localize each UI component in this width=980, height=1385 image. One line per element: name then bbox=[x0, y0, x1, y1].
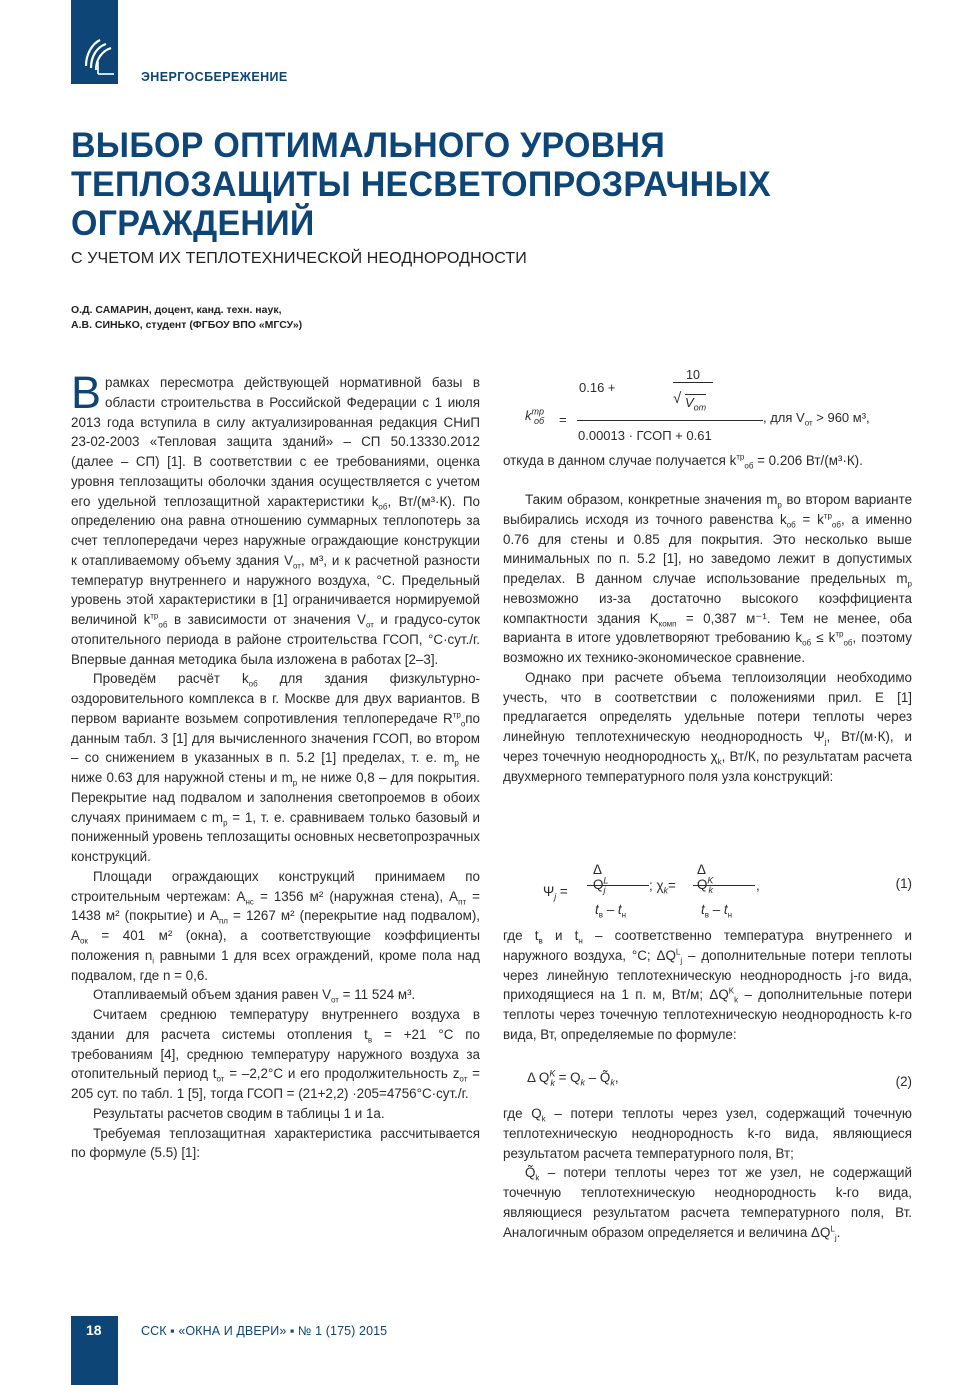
paragraph: Проведём расчёт $k_{об}$ для здания физкультурно-оздоровительного комплекса в г. Москве для двух вариантов. В первом варианте возьмем сопротивления теплопередаче $R^{тр}_опо$ данным табл. 3 [1] для вычисленного значения ГСОП, во втором – со снижением в указанных в п. 5.2 [1] пределах, т. е. $m_р$ не ниже 0.63 для наружной стены и $m_р$ не ниже 0,8 – для покрытия. Перекрытие над подвалом и заполнения светопроемов в обоих случаях принимаем с $m_р = 1$, т. е. сравниваем только базовый и пониженный уровень теплозащиты основных несветопрозрачных конструкций. bbox=[71, 671, 480, 864]
title-line: ТЕПЛОЗАЩИТЫ НЕСВЕТОПРОЗРАЧНЫХ bbox=[71, 165, 771, 204]
article-title bbox=[71, 126, 771, 243]
paragraph: Считаем среднюю температуру внутреннего воздуха в здании для расчета системы отопления $t_в = +21$ °С по требованиям [4], среднюю температуру наружного воздуха за отопительный период $t_{от} = -2,2^\circ С$ и его продолжительность $z_{от} = 205$ сут. по табл. 1 [5], тогда ГСОП = (21+2,2) ·205=4756°С·сут./г. bbox=[71, 1007, 480, 1101]
paragraph: В рамках пересмотра действующей нормативной базы в области строительства в Российской Федерации с 1 июля 2013 года вступила в силу актуализированная редакция СНиП 23-02-2003 «Тепловая защита зданий» – СП 50.13330.2012 (далее – СП) [1]. В соответствии с ее требованиями, оценка уровня теплозащиты оболочки здания осуществляется с учетом его удельной теплозащитной характеристики $k_{об}$, Вт/(м³·К). По определению она равна отношению суммарных теплопотерь за счет теплопередачи через наружные ограждающие конструкции к отапливаемому объему здания $V_{от}$, м³, и к расчетной разности температур внутреннего и наружного воздуха, °С. Предельный уровень этой характеристики в [1] ограничивается нормируемой величиной $k^{тр}_{об}$ в зависимости от значения $V_{от}$ и градусо-суток отопительного периода в районе строительства ГСОП, °С·сут./г. Впервые данная методика была изложена в работах [2–3]. bbox=[71, 367, 480, 667]
paragraph: где $t_в$ и $t_н$ – соответственно температура внутреннего и наружного воздуха, °С; $\Delta Q^L_j$ – дополнительные потери теплоты через линейную теплотехническую неоднородность j-го вида, приходящиеся на 1 п. м, Вт/м; $\Delta Q^K_k$ – дополнительные потери теплоты через точечную теплотехническую неоднородность k-го вида, Вт, определяемые по формуле: bbox=[503, 928, 912, 1042]
equation-number: (1) bbox=[895, 876, 912, 891]
paragraph: где $Q_k$ – потери теплоты через узел, содержащий точечную теплотехническую неоднородность k-го вида, являющиеся результатом расчета температурного поля, Вт; bbox=[503, 1106, 912, 1161]
page-number: 18 bbox=[86, 1322, 102, 1338]
paragraph: $Q̃_k$ – потери теплоты через тот же узел, не содержащий точечную теплотехническую неоднородность k-го вида, являющиеся результатом расчета температурного поля, Вт. Аналогичным образом определяется и величина $\Delta Q^L_j$. bbox=[503, 1165, 912, 1243]
formula-k-tr: $k^{mp}_{об}$ = 0.16 + 10 √ $V_{om}$ 0.00013 · ГСОП + 0.61 , для $V_{от} > 960$ м³, bbox=[525, 368, 870, 443]
author-line: А.В. СИНЬКО, студент (ФГБОУ ВПО «МГСУ») bbox=[71, 319, 303, 331]
article-subtitle: С УЧЕТОМ ИХ ТЕПЛОТЕХНИЧЕСКОЙ НЕОДНОРОДНОСТИ bbox=[71, 250, 527, 267]
section-label: ЭНЕРГОСБЕРЕЖЕНИЕ bbox=[141, 70, 288, 84]
formula-1: $\Psi_j$ = Δ $Q^L_j$ $t_в - t_н$ ; $\chi_k=$ Δ $Q^K_k$ , $t_в - t_н$ (1) bbox=[543, 862, 912, 920]
drop-cap: В bbox=[71, 367, 102, 418]
left-column bbox=[71, 367, 481, 1163]
paragraph: Результаты расчетов сводим в таблицы 1 и 1а. bbox=[93, 1105, 385, 1121]
right-column-block-3 bbox=[503, 1104, 912, 1242]
journal-citation: ССК ▪ «ОКНА И ДВЕРИ» ▪ № 1 (175) 2015 bbox=[141, 1324, 388, 1338]
right-column-block-2 bbox=[503, 926, 912, 1045]
paragraph: Таким образом, конкретные значения $m_р$ во втором варианте выбирались исходя из точного равенства $k_{об} = k^{тр}_{об}$, а именно 0.76 для стены и 0.85 для покрытия. Это несколько выше минимальных по п. 5.2 [1], но заведомо лежит в допустимых пределах. В данном случае использование предельных $m_р$ невозможно из-за достаточно высокого коэффициента компактности здания $K_{комп} = 0,387$ м⁻¹. Тем не менее, оба варианта в итоге удовлетворяют требованию $k_{об} \le k^{тр}_{об}$, поэтому возможно их технико-экономическое сравнение. bbox=[503, 492, 913, 665]
formula-result: откуда в данном случае получается $k^{тр}_{об} = 0.206$ Вт/(м³·К). bbox=[503, 452, 863, 471]
right-column-block-1 bbox=[503, 490, 912, 786]
authors bbox=[71, 303, 302, 333]
paragraph: Требуемая теплозащитная характеристика рассчитывается по формуле (5.5) [1]: bbox=[71, 1125, 480, 1161]
title-line: ОГРАЖДЕНИЙ bbox=[71, 204, 315, 243]
wave-lines-logo-icon bbox=[78, 36, 116, 78]
formula-2: Δ $Q^K_k = Q_k$ – $Q̃_k$, (2) bbox=[527, 1068, 912, 1089]
paragraph: Однако при расчете объема теплоизоляции необходимо учесть, что в соответствии с положениями прил. Е [1] предлагается определять удельные потери теплоты через линейную теплотехническую неоднородность $\Psi_j$, Вт/(м·К), и через точечную неоднородность $\chi_k$, Вт/К, по результатам расчета двухмерного температурного поля узла конструкций: bbox=[503, 669, 912, 784]
author-line: О.Д. САМАРИН, доцент, канд. техн. наук, bbox=[71, 304, 282, 316]
paragraph: Площади ограждающих конструкций принимаем по строительным чертежам: $A_{нс} = 1356$ м² (наружная стена), $A_{пт} = 1438$ м² (покрытие) и $A_{пл} = 1267$ м² (перекрытие над подвалом), $A_{ок} = 401$ м² (окна), а соответствующие коэффициенты положения $n_i$ равными 1 для всех ограждений, кроме пола над подвалом, где n = 0,6. bbox=[71, 868, 481, 983]
title-line: ВЫБОР ОПТИМАЛЬНОГО УРОВНЯ bbox=[71, 126, 666, 165]
equation-number: (2) bbox=[895, 1074, 912, 1089]
paragraph: Отапливаемый объем здания равен $V_{от} = 11$ 524 м³. bbox=[93, 987, 416, 1005]
